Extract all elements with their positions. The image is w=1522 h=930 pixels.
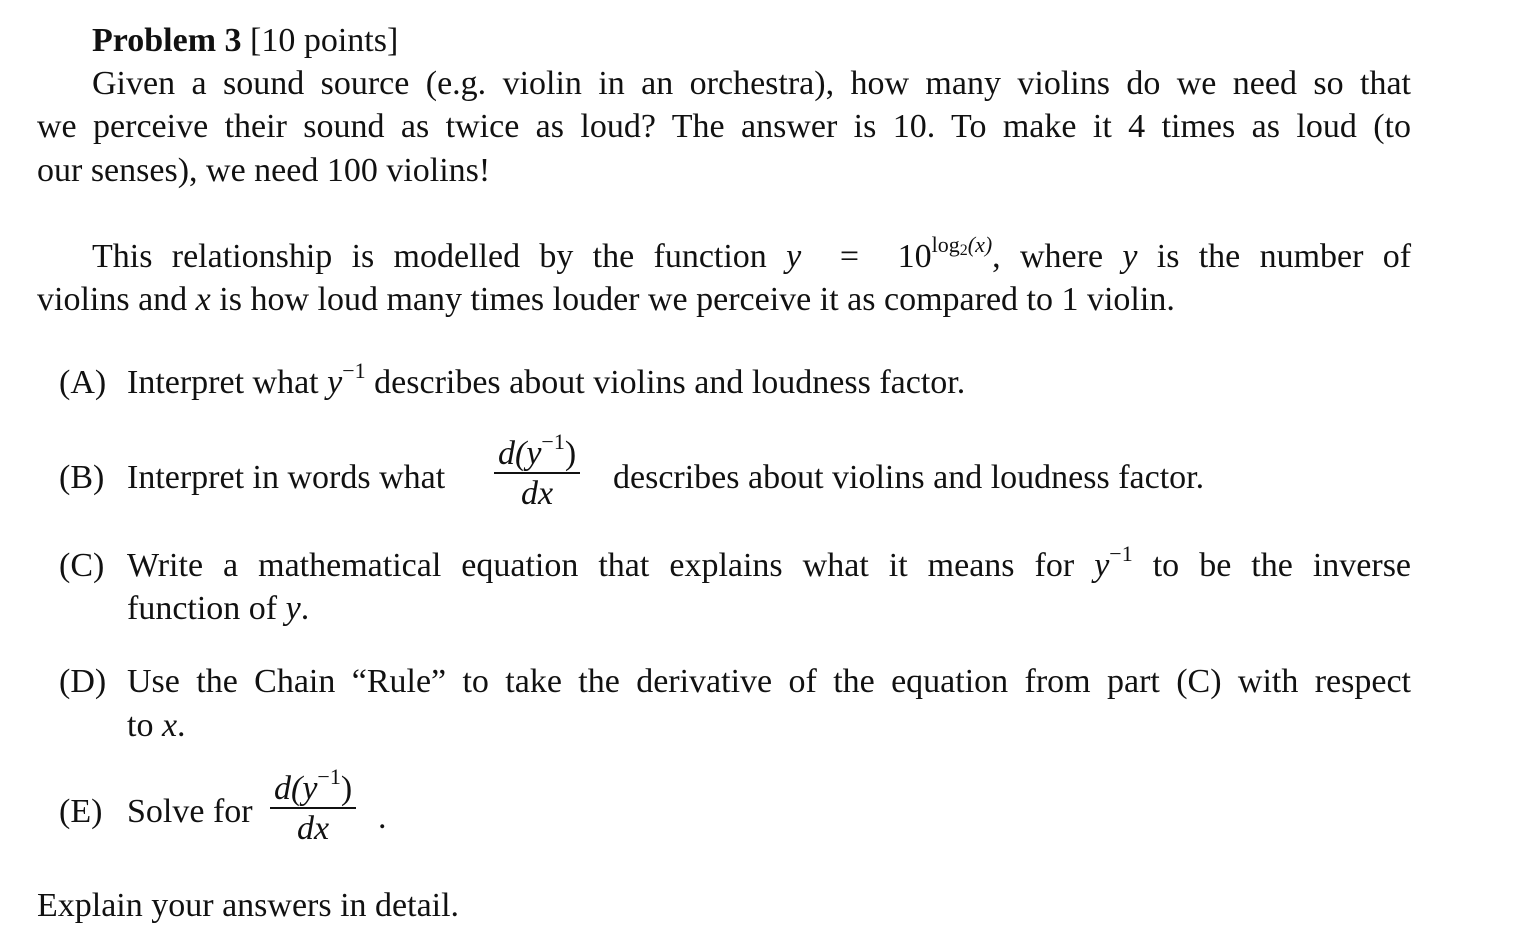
relationship-line-1 — [92, 232, 1412, 277]
part-b-label: (B) — [59, 459, 105, 496]
part-d-line-1: Use the Chain “Rule” to take the derivative of the equation from part (C) with respect — [127, 663, 1411, 700]
fraction-numerator: $d(y^{-1})$ — [498, 429, 577, 472]
where-clause: y is the number of — [1122, 238, 1412, 275]
fraction-denominator: dx — [297, 810, 330, 847]
part-e-label: (E) — [59, 793, 103, 830]
intro-line-3: our senses), we need 100 violins! — [37, 152, 491, 189]
problem-points: [10 points] — [250, 22, 399, 59]
part-e-period: . — [378, 799, 387, 836]
intro-line-1: Given a sound source (e.g. violin in an orchestra), how many violins do we need so that — [92, 65, 1411, 102]
part-b-text-post: describes about violins and loudness factor. — [613, 459, 1205, 496]
intro-line-2: we perceive their sound as twice as loud? The answer is 10. To make it 4 times as loud (to — [37, 108, 1411, 145]
problem-title: Problem 3 — [92, 22, 242, 59]
part-e-text-pre: Solve for — [127, 793, 253, 830]
part-d-label: (D) — [59, 663, 107, 700]
part-c-line-1: Write a mathematical equation that explains what it means for $y^{-1}$ to be the inverse — [127, 541, 1412, 584]
closing-instruction: Explain your answers in detail. — [37, 887, 460, 924]
fraction-numerator: $d(y^{-1})$ — [274, 764, 353, 807]
part-e-derivative-fraction — [270, 764, 356, 849]
part-c-label: (C) — [59, 547, 105, 584]
relationship-line-2: violins and x is how loud many times louder we perceive it as compared to 1 violin. — [37, 281, 1175, 318]
part-b-derivative-fraction — [494, 429, 580, 514]
problem-heading — [92, 21, 398, 61]
part-a-text: Interpret what $y^{-1}$ describes about violins and loudness factor. — [127, 358, 966, 401]
relationship-text-pre: This relationship is modelled by the function — [92, 238, 767, 275]
part-a-label: (A) — [59, 364, 107, 401]
function-equation: $y = 10^{log_2(x)}$, where — [786, 232, 1104, 275]
fraction-denominator: dx — [521, 475, 554, 512]
part-c-line-2: function of y. — [127, 590, 310, 627]
part-b-text-pre: Interpret in words what — [127, 459, 446, 496]
part-d-line-2: to x. — [127, 707, 186, 744]
